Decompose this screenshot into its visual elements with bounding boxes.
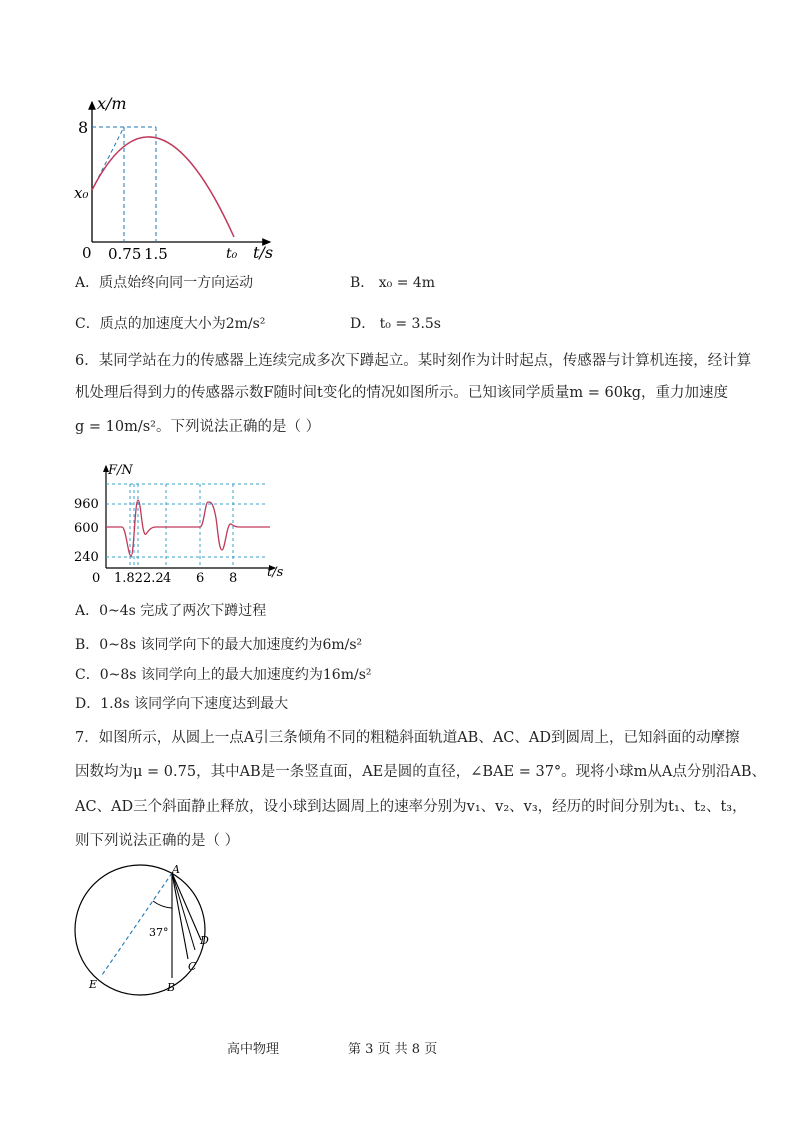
y-axis-label: x/m xyxy=(97,94,127,113)
x-t-curve xyxy=(92,137,234,237)
label-d: D xyxy=(200,934,209,947)
q5-option-b: B． x₀ = 4m xyxy=(350,275,436,291)
x-tick-15: 1.5 xyxy=(144,245,168,263)
y-tick-8: 8 xyxy=(78,118,89,137)
chord-ad-2 xyxy=(172,873,195,950)
x-tick-1.822.2: 1.822.2 xyxy=(114,571,164,585)
x-tick-8: 8 xyxy=(229,571,238,585)
y-tick-960: 960 xyxy=(74,497,99,512)
label-a: A xyxy=(172,863,180,876)
y-tick-x0: x₀ xyxy=(74,184,89,202)
x-tick-075: 0.75 xyxy=(108,245,142,263)
f-t-graph xyxy=(70,460,290,585)
q6-stem-line2: 机处理后得到力的传感器示数F随时间t变化的情况如图所示。已知该同学质量m = 60kg，重力加速度 xyxy=(75,385,729,401)
label-c: C xyxy=(188,960,197,973)
q6-option-d: D．1.8s 该同学向下速度达到最大 xyxy=(75,696,289,712)
label-e: E xyxy=(89,978,98,991)
q5-option-d: D． t₀ = 3.5s xyxy=(350,316,441,332)
q6-stem-line1: 6．某同学站在力的传感器上连续完成多次下蹲起立。某时刻作为计时起点，传感器与计算机连接，经计算 xyxy=(75,353,752,369)
footer-subject: 高中物理 xyxy=(227,1042,280,1057)
chord-ac xyxy=(172,873,188,959)
q7-stem-line3: AC、AD三个斜面静止释放，设小球到达圆周上的速率分别为v₁、v₂、v₃，经历的时间分别为t₁、t₂、t₃， xyxy=(75,799,747,815)
q7-stem-line2: 因数均为μ = 0.75，其中AB是一条竖直面，AE是圆的直径，∠BAE = 37°。现将小球m从A点分别沿AB、 xyxy=(75,764,767,780)
y-axis-label: F/N xyxy=(108,463,133,478)
q6-option-b: B．0~8s 该同学向下的最大加速度约为6m/s² xyxy=(75,637,363,653)
q7-stem-line1: 7．如图所示，从圆上一点A引三条倾角不同的粗糙斜面轨道AB、AC、AD到圆周上，已知斜面的动摩擦 xyxy=(75,730,740,746)
circle-incline-diagram xyxy=(65,860,225,1000)
y-tick-240: 240 xyxy=(74,550,99,565)
x-tick-6: 6 xyxy=(196,571,205,585)
angle-label: 37° xyxy=(149,926,169,939)
footer-page: 第 3 页 共 8 页 xyxy=(348,1042,438,1057)
q7-stem-line4: 则下列说法正确的是（ ） xyxy=(75,833,240,849)
q6-option-a: A．0~4s 完成了两次下蹲过程 xyxy=(75,603,267,619)
x-tick-t0: t₀ xyxy=(226,246,238,262)
q5-option-a: A．质点始终向同一方向运动 xyxy=(75,275,254,291)
angle-arc xyxy=(153,901,172,908)
x-axis-label: t/s xyxy=(253,243,274,262)
diameter-ae xyxy=(102,873,172,975)
x-t-graph xyxy=(70,92,285,267)
origin-label: 0 xyxy=(92,571,101,585)
x-tick-4: 4 xyxy=(163,571,172,585)
origin-label: 0 xyxy=(82,244,92,262)
y-tick-600: 600 xyxy=(74,521,99,536)
q5-option-c: C．质点的加速度大小为2m/s² xyxy=(75,316,266,332)
circle xyxy=(75,865,205,995)
q6-stem-line3: g = 10m/s²。下列说法正确的是（ ） xyxy=(75,419,321,435)
q6-option-c: C．0~8s 该同学向上的最大加速度约为16m/s² xyxy=(75,667,372,683)
label-b: B xyxy=(167,981,176,994)
x-axis-label: t/s xyxy=(267,565,284,580)
chord-ad xyxy=(172,873,201,940)
f-t-curve xyxy=(106,500,270,556)
